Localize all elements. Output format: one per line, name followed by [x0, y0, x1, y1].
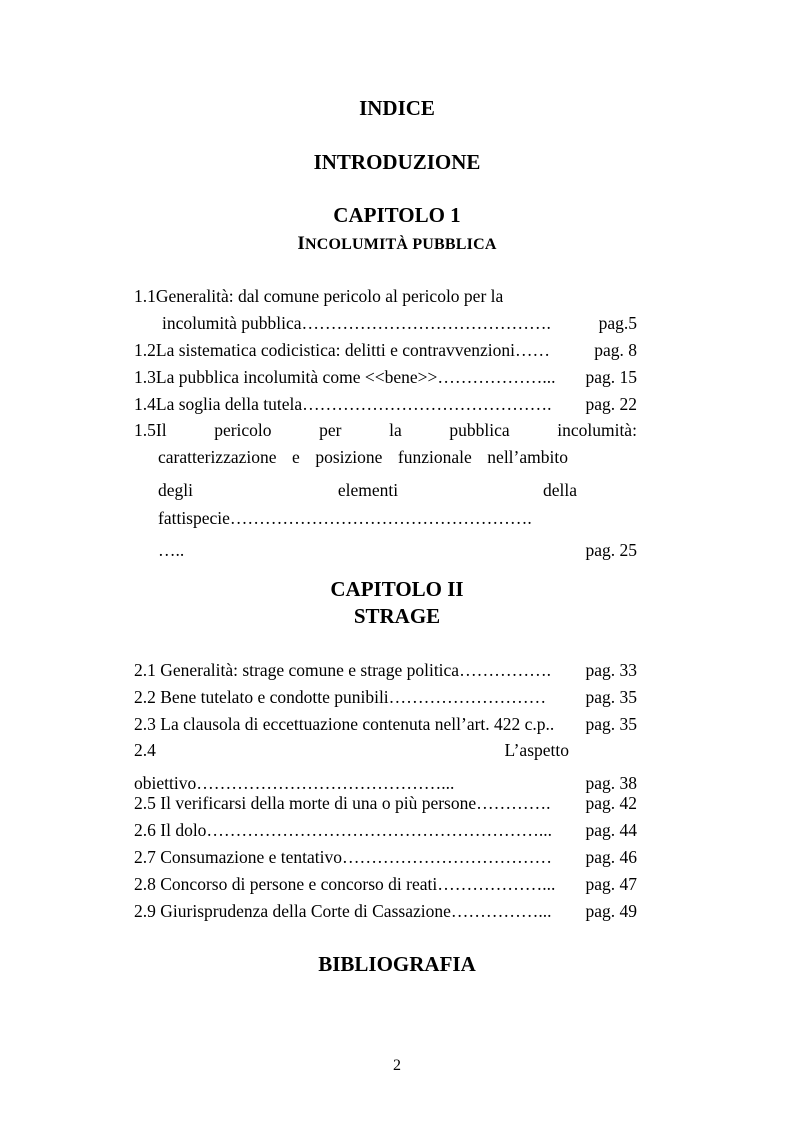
- toc-word: pubblica: [449, 420, 510, 440]
- toc-entry-2-7-page: pag. 46: [585, 847, 637, 867]
- toc-entry-1-3-page: pag. 15: [585, 367, 637, 387]
- toc-entry-2-8-page: pag. 47: [585, 874, 637, 894]
- toc-word: caratterizzazione: [158, 447, 277, 467]
- toc-entry-2-1: 2.1 Generalità: strage comune e strage politica…………….: [134, 660, 551, 680]
- toc-entry-2-3-page: pag. 35: [585, 714, 637, 734]
- chapter1-subtitle-rest: NCOLUMITÀ PUBBLICA: [304, 236, 497, 253]
- toc-entry-2-7: 2.7 Consumazione e tentativo………………………………: [134, 847, 553, 867]
- toc-entry-2-6-page: pag. 44: [585, 820, 637, 840]
- chapter1-subtitle-initial: I: [297, 233, 305, 254]
- toc-word: funzionale: [397, 447, 472, 467]
- toc-entry-2-4-line2: obiettivo……………………………………...: [134, 773, 455, 793]
- toc-entry-2-1-page: pag. 33: [585, 660, 637, 680]
- introduction-heading: INTRODUZIONE: [313, 150, 481, 174]
- page-number: 2: [393, 1057, 401, 1074]
- chapter1-heading: CAPITOLO 1: [333, 203, 461, 227]
- toc-entry-2-2: 2.2 Bene tutelato e condotte punibili………………………: [134, 687, 547, 707]
- toc-entry-2-3: 2.3 La clausola di eccettuazione contenuta nell’art. 422 c.p..: [134, 714, 555, 734]
- chapter2-heading: CAPITOLO II: [330, 577, 464, 601]
- toc-word: degli: [158, 480, 193, 500]
- toc-word: incolumità:: [557, 420, 637, 440]
- toc-entry-1-2: [134, 340, 550, 361]
- chapter2-subtitle: STRAGE: [353, 604, 441, 628]
- toc-entry-1-1-page: pag.5: [598, 313, 637, 333]
- toc-entry-number: 1.3: [134, 367, 156, 387]
- toc-word: Il: [155, 420, 167, 440]
- toc-entry-number: 1.5: [134, 420, 156, 440]
- toc-word: nell’ambito: [487, 447, 568, 467]
- toc-entry-2-8: 2.8 Concorso di persone e concorso di reati………………...: [134, 874, 556, 894]
- index-title: INDICE: [359, 96, 435, 120]
- toc-word: pericolo: [214, 420, 272, 440]
- toc-entry-number: 2.4: [134, 740, 156, 760]
- toc-word: per: [319, 420, 342, 440]
- toc-entry-1-3: [134, 367, 555, 388]
- toc-entry-2-4-page: pag. 38: [585, 773, 637, 793]
- toc-entry-2-9: 2.9 Giurisprudenza della Corte di Cassazione……………...: [134, 901, 552, 921]
- toc-word: e: [292, 447, 300, 467]
- toc-entry-1-5-line5: …..: [158, 540, 185, 560]
- toc-entry-2-4-line1: [134, 740, 569, 761]
- toc-entry-text: La soglia della tutela…………………………………….: [155, 394, 552, 414]
- toc-entry-1-2-page: pag. 8: [594, 340, 637, 360]
- toc-entry-1-5-line2: [158, 447, 568, 468]
- toc-entry-1-5-page: pag. 25: [585, 540, 637, 560]
- toc-entry-text: La sistematica codicistica: delitti e contravvenzioni……: [155, 340, 550, 360]
- toc-entry-2-5-page: pag. 42: [585, 793, 637, 813]
- toc-word: la: [389, 420, 402, 440]
- bibliography-heading: BIBLIOGRAFIA: [318, 952, 476, 976]
- toc-word: L’aspetto: [504, 740, 569, 760]
- toc-entry-text: Generalità: dal comune pericolo al pericolo per la: [155, 286, 504, 306]
- toc-entry-text: La pubblica incolumità come <<bene>>………………...: [155, 367, 556, 387]
- toc-entry-number: 1.2: [134, 340, 156, 360]
- toc-entry-1-5-line3: [158, 480, 577, 501]
- toc-entry-1-4-page: pag. 22: [585, 394, 637, 414]
- chapter1-subtitle: [0, 233, 794, 255]
- toc-entry-2-5: 2.5 Il verificarsi della morte di una o più persone………….: [134, 793, 551, 813]
- toc-entry-number-word: [134, 420, 167, 441]
- toc-entry-2-6: 2.6 Il dolo…………………………………………………...: [134, 820, 553, 840]
- toc-entry-1-5-line4: fattispecie…………………………………………….: [158, 508, 532, 528]
- toc-entry-number: 1.1: [134, 286, 156, 306]
- toc-word: elementi: [337, 480, 399, 500]
- toc-entry-2-2-page: pag. 35: [585, 687, 637, 707]
- toc-word: posizione: [315, 447, 383, 467]
- toc-entry-2-9-page: pag. 49: [585, 901, 637, 921]
- toc-entry-1-1-line2: incolumità pubblica…………………………………….: [162, 313, 551, 333]
- toc-entry-1-5-line1: [134, 420, 637, 441]
- toc-entry-number: 1.4: [134, 394, 156, 414]
- toc-entry-1-4: [134, 394, 552, 415]
- toc-entry-1-1-line1: [134, 286, 503, 307]
- toc-word: della: [542, 480, 577, 500]
